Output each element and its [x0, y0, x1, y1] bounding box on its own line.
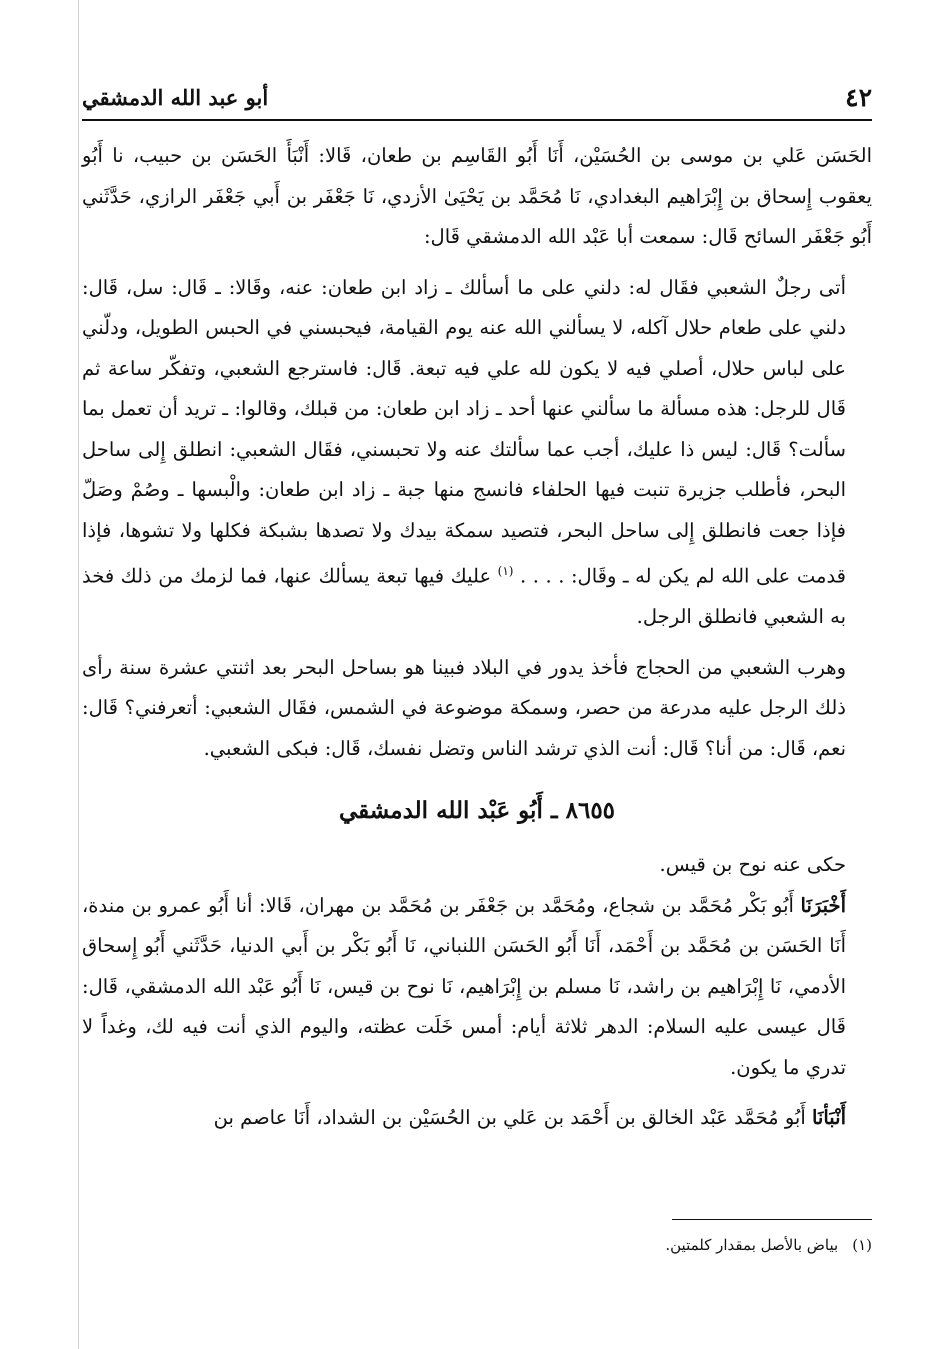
- page-number: ٤٢: [845, 82, 872, 112]
- footnote-text: بياض بالأصل بمقدار كلمتين.: [665, 1236, 839, 1254]
- text-line: سنة رأى ذلك الرجل عليه مدرعة من حصر، وسمكة موضوعة في الشمس، فقَال الشعبي:: [82, 655, 846, 719]
- text-line: أتى رجلٌ الشعبي فقَال له: دلني على ما أسألك ـ زاد ابن طعان: عنه، وقَالا: ـ قَال:: [171, 275, 846, 299]
- paragraph-intro: [82, 845, 872, 886]
- text-line: الشعبي، وتفكّر ساعة ثم قَال للرجل: هذه مسألة ما سألني عنها أحد ـ زاد ابن طعان: من: [82, 356, 846, 420]
- paragraph-anbaana: [82, 1098, 872, 1139]
- text-line: أتعرفني؟ قَال: نعم، قَال: من أنا؟ قَال: أنت الذي ترشد الناس وتضل نفسك، قَال: فبكى: [82, 696, 846, 760]
- ellipsis: . . . .: [520, 564, 565, 588]
- text-line: تحبسني، فقَال الشعبي: انطلق إِلى ساحل البحر، فأطلب جزيرة تنبت فيها الحلفاء فانسج: [82, 437, 846, 501]
- text-line: حكى عنه نوح بن قيس.: [659, 853, 846, 876]
- paragraph-akhbarana: [82, 886, 872, 1089]
- paragraph-story: [82, 268, 872, 638]
- footnote-marker: (١): [497, 564, 514, 578]
- text-line: أَبُو يعقوب إِسحاق بن إِبْرَاهيم البغدادي، نَا مُحَمَّد بن يَحْيَىٰ الأزدي، نَا جَعْفَر بن أَبي جَعْفَر: [82, 144, 872, 208]
- text-line: سمكة بيدك ولا تصدها بشبكة فكلها ولا تشوها، فإذا قدمت على الله لم يكن له ـ وقَال:: [82, 518, 847, 588]
- paragraph-story-end: [82, 648, 872, 770]
- paragraph-isnad: [82, 136, 872, 258]
- scan-margin-line: [78, 0, 79, 1349]
- text-line: أَبُو بَكْر مُحَمَّد بن شجاع، ومُحَمَّد بن جَعْفَر بن مُحَمَّد بن مهران، قَالا: أنا أَبُو: [208, 893, 794, 917]
- text-line: منها جبة ـ زاد ابن طعان: والْبسها ـ وصُمْ وصَلّ فإذا جعت فانطلق إِلى ساحل البحر، فتصيد: [82, 478, 847, 542]
- footnote-rule: [672, 1219, 872, 1220]
- lead-word: أَخْبَرَنَا: [800, 893, 847, 917]
- text-line: الدنيا، حَدَّثَني أَبُو إِسحاق الأدمي، نَا إِبْرَاهيم بن راشد، نَا مسلم بن إِبْرَاهيم، نَا نوح بن: [82, 934, 846, 998]
- text-line: الطويل، ودلّني على لباس حلال، أصلي فيه لا يكون لله علي فيه تبعة. قَال: فاسترجع: [82, 316, 846, 380]
- main-text: [82, 136, 872, 1139]
- page-header: [82, 78, 872, 116]
- text-line: أَبُو مُحَمَّد عَبْد الخالق بن أَحْمَد بن عَلي بن الحُسَيْن بن الشداد، أَنَا عاصم بن: [213, 1106, 806, 1129]
- text-line: قبلك، وقالوا: ـ تريد أن تعمل بما سألت؟ قَال: ليس ذا عليك، أجب عما سألتك عنه ولا: [82, 397, 846, 461]
- header-rule: [82, 119, 872, 121]
- text-line: عليك فيها تبعة يسألك عنها، فما لزمك من ذلك فخذ به الشعبي فانطلق الرجل.: [82, 564, 846, 628]
- text-line: عظته، واليوم الذي أنت فيه لك، وغداً لا تدري ما يكون.: [82, 1015, 846, 1079]
- lead-word: أَنْبَأنَا: [811, 1106, 846, 1129]
- text-line: عمرو بن مندة، أَنَا الحَسَن بن مُحَمَّد بن أَحْمَد، أَنَا أَبُو الحَسَن اللنباني، نَا أَبُو بَكْر بن أَبي: [82, 893, 846, 957]
- text-line: سل، قَال: دلني على طعام حلال آكله، لا يسألني الله عنه يوم القيامة، فيحبسني في الحبس: [82, 275, 846, 339]
- footnote: [82, 1233, 872, 1257]
- text-line: قيس، نَا أَبُو عَبْد الله الدمشقي، قَال: قَال عيسى عليه السلام: الدهر ثلاثة أيام: أمس خَلَت: [82, 974, 846, 1038]
- running-title: أبو عبد الله الدمشقي: [82, 84, 269, 110]
- text-line: الشعبي.: [203, 736, 271, 760]
- text-line: الرازي، حَدَّثَني أَبُو جَعْفَر السائح قَال: سمعت أبا عَبْد الله الدمشقي قَال:: [82, 184, 872, 248]
- entry-heading: ٨٦٥٥ ـ أَبُو عَبْد الله الدمشقي: [338, 797, 616, 824]
- footnote-number: (١): [852, 1236, 872, 1254]
- text-line: وهرب الشعبي من الحجاج فأخذ يدور في البلاد فبينا هو بساحل البحر بعد اثنتي عشرة: [158, 655, 846, 679]
- text-line: الحَسَن عَلي بن موسى بن الحُسَيْن، أَنَا أَبُو القَاسِم بن طعان، قَالا: أَنْبَأَ الحَسَن بن حبيب، نا: [112, 144, 872, 167]
